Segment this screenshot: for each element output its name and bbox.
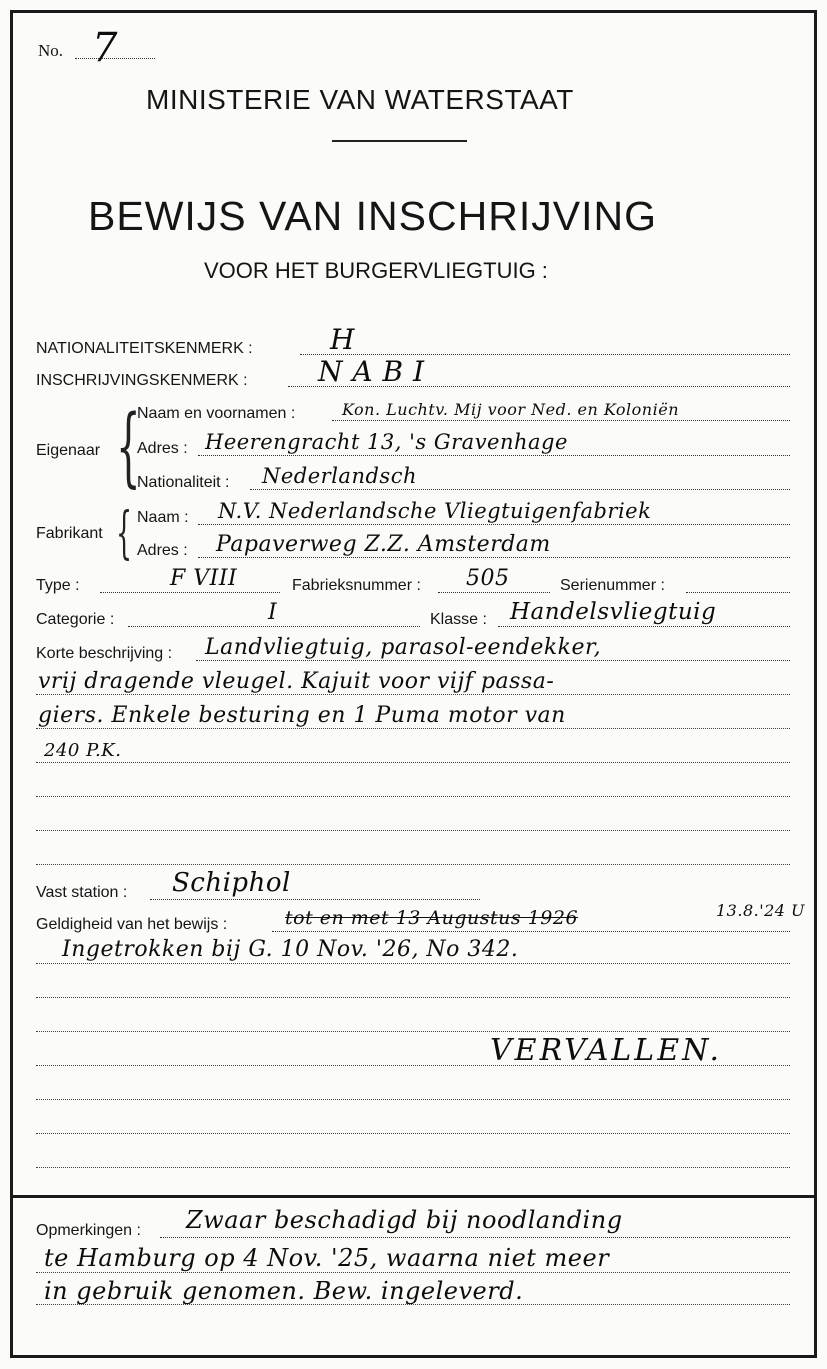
owner-group-label: Eigenaar — [36, 442, 101, 459]
remarks-text-1: Zwaar beschadigd bij noodlanding — [186, 1206, 623, 1234]
blank-line-5 — [36, 1031, 790, 1032]
type-label: Type : — [36, 577, 80, 594]
number-value: 7 — [92, 25, 118, 71]
blank-line-9 — [36, 1167, 790, 1168]
type-line — [100, 592, 280, 593]
registration-mark-label: INSCHRIJVINGSKENMERK : — [36, 372, 248, 389]
manufacturer-address-label: Adres : — [137, 542, 188, 559]
validity-line — [272, 931, 790, 932]
description-text-3: giers. Enkele besturing en 1 Puma motor van — [38, 703, 566, 728]
title-separator — [332, 140, 467, 142]
description-text-4: 240 P.K. — [44, 740, 122, 761]
ministry-title: MINISTERIE VAN WATERSTAAT — [146, 84, 574, 115]
owner-name-label: Naam en voornamen : — [137, 405, 296, 422]
validity-value: tot en met 13 Augustus 1926 — [285, 907, 579, 929]
description-line-3 — [36, 728, 790, 729]
owner-address-value: Heerengracht 13, 's Gravenhage — [205, 430, 568, 454]
document-title: BEWIJS VAN INSCHRIJVING — [88, 193, 657, 239]
owner-nationality-line — [250, 489, 790, 490]
blank-line-4 — [36, 997, 790, 998]
description-label: Korte beschrijving : — [36, 645, 173, 662]
validity-margin-note: 13.8.'24 U — [716, 901, 806, 920]
owner-address-label: Adres : — [137, 440, 188, 457]
blank-line-1 — [36, 796, 790, 797]
owner-nationality-value: Nederlandsch — [262, 464, 417, 488]
owner-brace: { — [116, 397, 141, 497]
owner-name-line — [332, 420, 790, 421]
owner-name-value: Kon. Luchtv. Mij voor Ned. en Koloniën — [342, 400, 679, 419]
description-text-1: Landvliegtuig, parasol-eendekker, — [205, 635, 602, 660]
station-line — [150, 899, 480, 900]
factory-number-line — [438, 592, 550, 593]
blank-line-3 — [36, 864, 790, 865]
manufacturer-name-value: N.V. Nederlandsche Vliegtuigenfabriek — [218, 499, 652, 523]
remarks-line-2 — [36, 1272, 790, 1273]
number-label: No. — [38, 41, 64, 60]
manufacturer-name-label: Naam : — [137, 509, 189, 526]
station-label: Vast station : — [36, 884, 128, 901]
manufacturer-group-label: Fabrikant — [36, 525, 103, 542]
remarks-label: Opmerkingen : — [36, 1222, 141, 1239]
serial-number-label: Serienummer : — [560, 577, 665, 594]
serial-number-line — [686, 592, 790, 593]
remarks-text-2: te Hamburg op 4 Nov. '25, waarna niet meer — [44, 1244, 610, 1272]
station-value: Schiphol — [172, 868, 291, 898]
class-line — [498, 626, 790, 627]
blank-line-2 — [36, 830, 790, 831]
nationality-mark-value: H — [330, 323, 355, 356]
manufacturer-address-value: Papaverweg Z.Z. Amsterdam — [216, 532, 551, 557]
remarks-line-1 — [160, 1237, 790, 1238]
manufacturer-address-line — [198, 557, 790, 558]
type-value: F VIII — [170, 566, 238, 591]
class-label: Klasse : — [430, 611, 487, 628]
description-text-2: vrij dragende vleugel. Kajuit voor vijf passa- — [38, 669, 555, 694]
validity-label: Geldigheid van het bewijs : — [36, 916, 228, 933]
category-value: I — [268, 600, 278, 625]
withdrawal-note: Ingetrokken bij G. 10 Nov. '26, No 342. — [62, 937, 519, 962]
manufacturer-brace: { — [116, 501, 133, 566]
category-label: Categorie : — [36, 611, 115, 628]
owner-address-line — [198, 455, 790, 456]
blank-line-7 — [36, 1099, 790, 1100]
description-line-4 — [36, 762, 790, 763]
factory-number-value: 505 — [466, 566, 510, 591]
class-value: Handelsvliegtuig — [510, 599, 717, 625]
blank-line-8 — [36, 1133, 790, 1134]
nationality-mark-label: NATIONALITEITSKENMERK : — [36, 340, 253, 357]
document-subtitle: VOOR HET BURGERVLIEGTUIG : — [204, 258, 548, 283]
description-line-1 — [196, 660, 790, 661]
expired-stamp: VERVALLEN. — [490, 1033, 722, 1068]
owner-nationality-label: Nationaliteit : — [137, 474, 230, 491]
validity-line-2 — [36, 963, 790, 964]
category-line — [128, 626, 420, 627]
registration-mark-value: N A B I — [318, 355, 425, 388]
manufacturer-name-line — [198, 524, 790, 525]
factory-number-label: Fabrieksnummer : — [292, 577, 421, 594]
remarks-text-3: in gebruik genomen. Bew. ingeleverd. — [44, 1277, 524, 1305]
description-line-2 — [36, 694, 790, 695]
